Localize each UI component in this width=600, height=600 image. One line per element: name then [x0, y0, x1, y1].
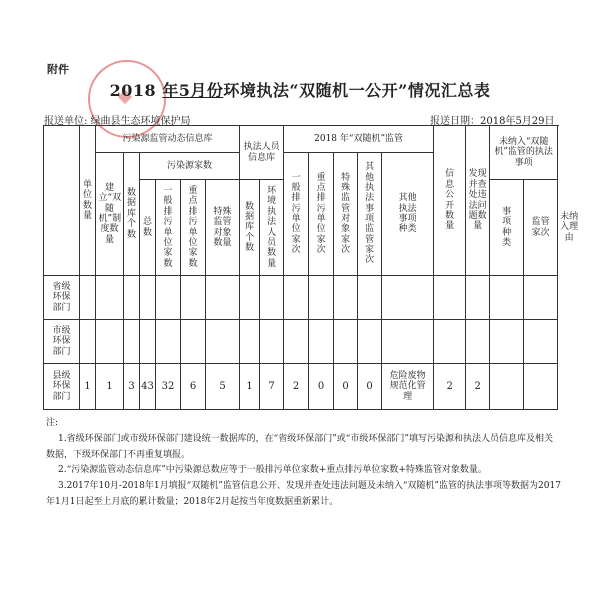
header-problems-found: 发现并查处违法问题数量 — [466, 126, 490, 276]
header-blank — [44, 126, 80, 276]
attachment-label: 附件 — [47, 63, 69, 76]
header-db-count: 数据库个数 — [124, 153, 140, 276]
header-info-public: 信息公开数量 — [434, 126, 466, 276]
header-supervised-times: 监管家次 — [524, 180, 558, 276]
page-title — [0, 78, 600, 101]
reporting-unit-label: 报送单位: — [44, 116, 88, 127]
header-pollution-db: 污染源监管动态信息库 — [96, 126, 240, 153]
header-enforcer-count: 环境执法人员数量 — [260, 180, 284, 276]
table-row — [44, 364, 558, 410]
table-row — [44, 320, 558, 364]
cell-problems-found: 2 — [466, 364, 490, 410]
row-label: 县级环保部门 — [44, 364, 80, 410]
header-key-times: 重点排污单位家次 — [309, 153, 334, 276]
cell-key: 6 — [181, 364, 206, 410]
header-other-types: 其他执法事项种类 — [382, 153, 434, 276]
header-enforcer-db-count: 数据库个数 — [240, 180, 260, 276]
row-label: 市级环保部门 — [44, 320, 80, 364]
cell-other-times: 0 — [358, 364, 382, 410]
header-enforcer-db: 执法人员信息库 — [240, 126, 284, 180]
header-special-times: 特殊监管对象家次 — [334, 153, 358, 276]
header-general: 一般排污单位家数 — [156, 180, 181, 276]
cell-special: 5 — [206, 364, 240, 410]
title-month: 年5月份 — [162, 81, 224, 100]
note-3: 3.2017年10月-2018年1月填报“双随机”监管信息公开、发现并查处违法问题及未纳入“双随机”监管的执法事项等数据为2017年1月1日起至上月底的累计数量；2018年2月起按当年度数据重新累计。 — [46, 481, 561, 507]
table-row — [44, 276, 558, 320]
header-monthly: 2018 年“双随机”监管 — [284, 126, 434, 153]
summary-table: 单位数量 污染源监管动态信息库 执法人员信息库 2018 年“双随机”监管 信息公开数量 发现并查处违法问题数量 未纳入“双随机”监管的执法事项 建立“双随机”制度数量 数据库个数 污染源家数 一般排污单位家次 重点排污单位家次 特殊监管对象家次 其他执法事项监管家次 其他执法事项种类 总数 一般排污单位家数 重点排污单位家数 特殊监管对象数量 数据库个数 环境执法人员数量 事项种类 监管家次 未纳入理由 省级环保部门 市级环保部门 县级环保部门 1 1 3 43 32 6 5 1 7 2 0 0 0 危险废物规范化管理 2 2 — [43, 125, 558, 410]
header-total: 总数 — [140, 180, 156, 276]
cell-general: 32 — [156, 364, 181, 410]
note-1: 1.省级环保部门或市级环保部门建设统一数据库的，在“省级环保部门”或“市级环保部门”填写污染源和执法人员信息库及相关数据，下级环保部门不再重复填报。 — [46, 433, 553, 460]
cell-unit-count: 1 — [80, 364, 96, 410]
cell-special-times: 0 — [334, 364, 358, 410]
cell-info-public: 2 — [434, 364, 466, 410]
cell-item-types — [490, 364, 524, 410]
header-other-times: 其他执法事项监管家次 — [358, 153, 382, 276]
reporting-unit-name: 绿曲县生态环境保护局 — [90, 116, 191, 127]
header-key: 重点排污单位家数 — [181, 180, 206, 276]
notes-heading: 注: — [46, 418, 59, 428]
header-special: 特殊监管对象数量 — [206, 180, 240, 276]
cell-established: 1 — [96, 364, 124, 410]
note-2: 2.“污染源监管动态信息库”中污染源总数应等于一般排污单位家数+重点排污单位家数+特殊监管对象数量。 — [58, 465, 487, 476]
notes-section — [46, 416, 561, 511]
header-unit-count: 单位数量 — [80, 126, 96, 276]
cell-enforcer-count: 7 — [260, 364, 284, 410]
header-pollution-count: 污染源家数 — [140, 153, 240, 180]
cell-other-types: 危险废物规范化管理 — [382, 364, 434, 410]
report-date: 报送日期：2018年5月29日 — [430, 116, 555, 127]
cell-enforcer-db-count: 1 — [240, 364, 260, 410]
row-label: 省级环保部门 — [44, 276, 80, 320]
cell-total: 43 — [140, 364, 156, 410]
title-rest: 环境执法“双随机一公开”情况汇总表 — [223, 81, 491, 100]
header-general-times: 一般排污单位家次 — [284, 153, 309, 276]
header-established: 建立“双随机”制度数量 — [96, 153, 124, 276]
cell-key-times: 0 — [309, 364, 334, 410]
cell-general-times: 2 — [284, 364, 309, 410]
cell-db-count: 3 — [124, 364, 140, 410]
header-not-included: 未纳入“双随机”监管的执法事项 — [490, 126, 558, 180]
title-year: 2018 — [109, 81, 157, 100]
header-item-types: 事项种类 — [490, 180, 524, 276]
cell-supervised-times — [524, 364, 558, 410]
